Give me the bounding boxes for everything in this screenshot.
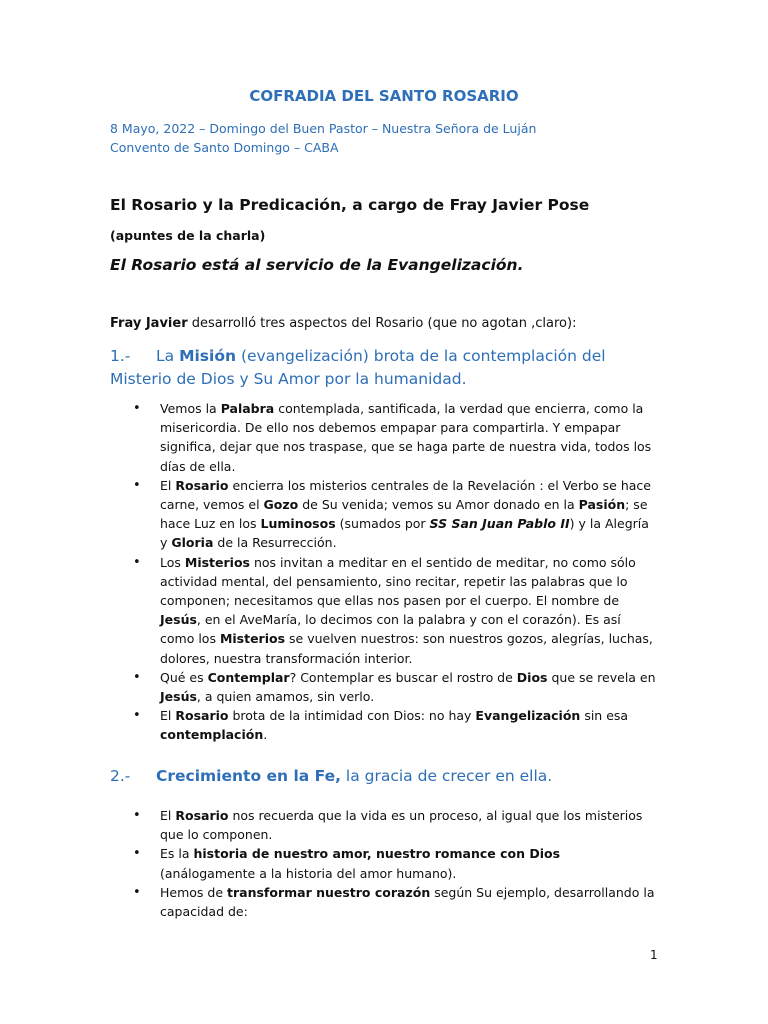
- talk-subheading: (apuntes de la charla): [110, 228, 266, 243]
- intro-paragraph: [110, 316, 576, 331]
- bold-text: Palabra: [220, 401, 275, 416]
- text-run: según Su ejemplo, desarrollando la capacidad de:: [160, 884, 655, 920]
- list-item: [130, 883, 658, 921]
- bold-text: Rosario: [175, 477, 229, 493]
- bold-text: SS San Juan Pablo II: [429, 516, 570, 532]
- italic-heading: El Rosario está al servicio de la Evangelización.: [110, 256, 524, 274]
- text-run: (sumados por: [335, 516, 430, 532]
- list-item: [130, 806, 658, 844]
- list-item: [130, 553, 658, 668]
- text-run: Hemos de: [160, 884, 227, 900]
- text-run: brota de la intimidad con Dios: no hay: [228, 708, 476, 724]
- document-title: COFRADIA DEL SANTO ROSARIO: [249, 87, 519, 105]
- bold-text: transformar nuestro corazón: [227, 884, 431, 900]
- text-run: El: [160, 708, 176, 724]
- section-1-bullet-list: [130, 399, 658, 745]
- section-1-rest: (evangelización) brota de la contemplación del Misterio de Dios y Su Amor por la humanidad.: [110, 347, 606, 388]
- section-2-number: 2.-: [110, 767, 131, 785]
- section-1-heading: [110, 345, 670, 391]
- bold-text: Rosario: [175, 808, 229, 823]
- text-run: (análogamente a la historia del amor humano).: [160, 865, 457, 881]
- section-2-bold: Crecimiento en la Fe,: [156, 767, 341, 785]
- bold-text: Evangelización: [475, 708, 581, 724]
- bold-text: Misterios: [219, 631, 286, 647]
- text-run: nos recuerda que la vida es un proceso, al igual que los misterios que lo componen.: [160, 808, 643, 843]
- list-item: [130, 668, 658, 706]
- place-line: Convento de Santo Domingo – CABA: [110, 140, 339, 155]
- list-item: [130, 476, 658, 553]
- text-run: El: [160, 477, 176, 493]
- section-2-bullet-list: [130, 806, 658, 921]
- intro-name: Fray Javier: [110, 316, 188, 331]
- talk-heading: El Rosario y la Predicación, a cargo de Fray Javier Pose: [110, 196, 590, 214]
- section-1-pre: La: [156, 347, 180, 365]
- text-run: El: [160, 808, 176, 823]
- text-run: , a quien amamos, sin verlo.: [196, 689, 375, 705]
- bold-text: Pasión: [578, 497, 626, 513]
- date-line: 8 Mayo, 2022 – Domingo del Buen Pastor – Nuestra Señora de Luján: [110, 121, 537, 136]
- text-run: ? Contemplar es buscar el rostro de: [289, 669, 517, 685]
- text-run: que se revela en: [547, 669, 656, 685]
- bold-text: Jesús: [160, 689, 197, 705]
- text-run: Es la: [160, 846, 194, 862]
- list-item: [130, 706, 658, 744]
- bold-text: Gloria: [171, 535, 214, 551]
- text-run: nos invitan a meditar en el sentido de meditar, no como sólo actividad mental, del pensamiento, sino recitar, repetir las palabras que lo componen; necesitamos que ellas nos pasen por el cuerpo. El nombre de: [160, 554, 636, 609]
- page-number: 1: [650, 948, 658, 962]
- bold-text: historia de nuestro amor, nuestro romance con Dios: [193, 846, 561, 862]
- text-run: Los: [160, 554, 185, 570]
- text-run: se vuelven nuestros: son nuestros gozos, alegrías, luchas, dolores, nuestra transformación interior.: [160, 631, 653, 666]
- text-run: Qué es: [160, 669, 208, 685]
- bold-text: Luminosos: [260, 516, 336, 532]
- text-run: .: [263, 727, 268, 743]
- text-run: Vemos la: [160, 401, 221, 416]
- list-item: [130, 844, 658, 882]
- section-1-number: 1.-: [110, 347, 131, 365]
- bold-text: Jesús: [160, 612, 197, 628]
- text-run: , en el AveMaría, lo decimos con la palabra y con el corazón). Es así como los: [160, 612, 621, 647]
- bold-text: Gozo: [263, 497, 299, 513]
- section-2-rest: la gracia de crecer en ella.: [340, 767, 553, 785]
- bold-text: Dios: [516, 669, 548, 685]
- text-run: ; se hace Luz en los: [160, 497, 648, 532]
- text-run: de la Resurrección.: [213, 535, 337, 551]
- text-run: ) y la Alegría y: [160, 516, 649, 551]
- section-2-heading: [110, 765, 670, 788]
- text-run: encierra los misterios centrales de la Revelación : el Verbo se hace carne, vemos el: [160, 477, 651, 513]
- text-run: contemplada, santificada, la verdad que encierra, como la misericordia. De ello nos debemos empapar para compartirla. Y empapar significa, dejar que nos traspase, que se haga parte de nuestra vida, todos los días de ella.: [160, 401, 652, 474]
- text-run: de Su venida; vemos su Amor donado en la: [298, 497, 579, 513]
- section-1-bold: Misión: [179, 347, 237, 365]
- intro-text: desarrolló tres aspectos del Rosario (que no agotan ,claro):: [187, 316, 577, 331]
- bold-text: Rosario: [175, 708, 229, 724]
- bold-text: contemplación: [160, 727, 264, 743]
- list-item: [130, 399, 658, 476]
- bold-text: Misterios: [184, 554, 250, 570]
- bold-text: Contemplar: [207, 669, 290, 685]
- text-run: sin esa: [580, 708, 629, 724]
